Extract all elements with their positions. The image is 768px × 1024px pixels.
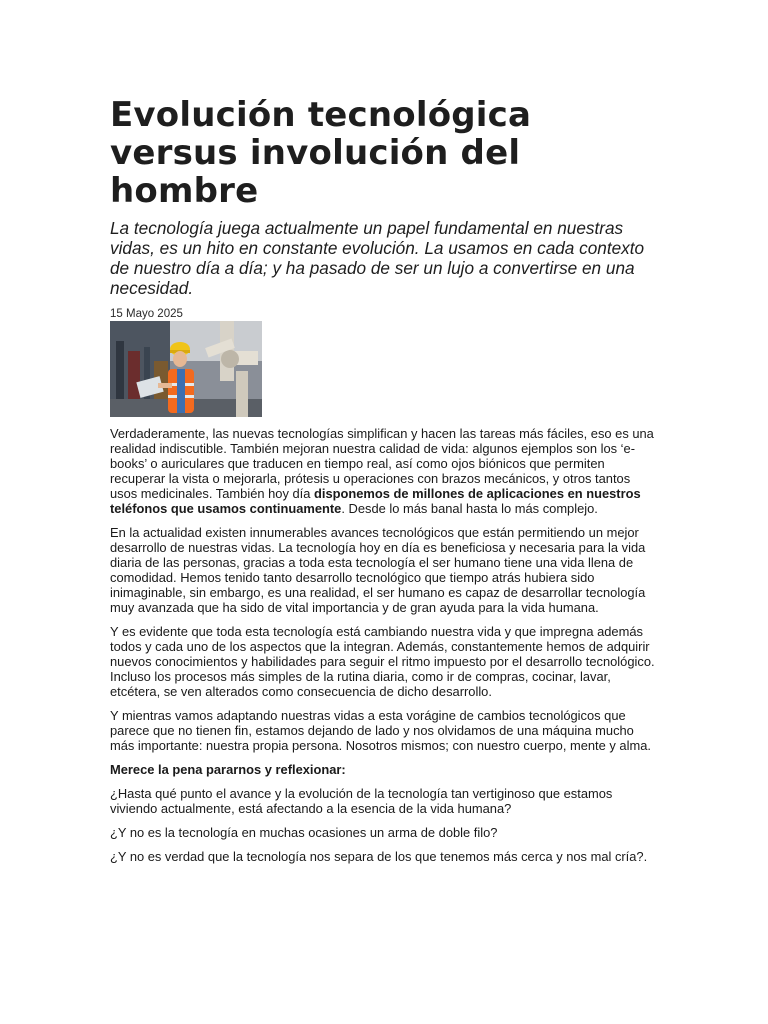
article — [110, 96, 660, 873]
article-photo — [110, 321, 262, 417]
section-heading: Merece la pena pararnos y reflexionar: — [110, 762, 346, 777]
paragraph: Y es evidente que toda esta tecnología está cambiando nuestra vida y que impregna además todos y cada uno de los aspectos que la integran. Además, constantemente hemos de adquirir nuevos conocimientos y habilidades para seguir el ritmo impuesto por el desarrollo tecnológico. Incluso los procesos más simples de la rutina diaria, como ir de compras, cocinar, lavar, etcétera, se ven alterados como consecuencia de dicho desarrollo. — [110, 624, 655, 699]
question: ¿Y no es verdad que la tecnología nos separa de los que tenemos más cerca y nos mal cría?. — [110, 849, 648, 864]
article-title: Evolución tecnológica versus involución del hombre — [110, 95, 532, 211]
question: ¿Y no es la tecnología en muchas ocasiones un arma de doble filo? — [110, 825, 498, 840]
article-subtitle: La tecnología juega actualmente un papel fundamental en nuestras vidas, es un hito en constante evolución. La usamos en cada contexto de nuestro día a día; y ha pasado de ser un lujo a convertirse en una necesidad. — [110, 218, 645, 298]
paragraph: Y mientras vamos adaptando nuestras vidas a esta vorágine de cambios tecnológicos que parece que no tienen fin, estamos dejando de lado y nos olvidamos de una máquina mucho más importante: nuestra propia persona. Nosotros mismos; con nuestro cuerpo, mente y alma. — [110, 708, 651, 753]
publish-date: 15 Mayo 2025 — [110, 308, 183, 320]
paragraph: Verdaderamente, las nuevas tecnologías simplifican y hacen las tareas más fáciles, eso es una realidad indiscutible. También mejoran nuestra calidad de vida: algunos ejemplos son los ‘e-books’ o auriculares que traducen en tiempo real, así como ojos biónicos que permiten recuperar la vista o mejorarla, prótesis u operaciones con brazos mecánicos, y otros tantos usos medicinales. También hoy día disponemos de millones de aplicaciones en nuestros teléfonos que usamos continuamente. Desde lo más banal hasta lo más complejo. — [110, 426, 654, 516]
bold-phrase: disponemos de millones de aplicaciones en nuestros teléfonos que usamos continuamente — [110, 486, 641, 516]
paragraph: En la actualidad existen innumerables avances tecnológicos que están permitiendo un mejor desarrollo de nuestras vidas. La tecnología hoy en día es beneficiosa y necesaria para la vida diaria de las personas, gracias a toda esta tecnología el ser humano tiene una vida llena de comodidad. Hemos tenido tanto desarrollo tecnológico que tiempo atrás hubiera sido inimaginable, sin embargo, es una realidad, el ser humano es capaz de desarrollar tecnología muy avanzada que ha sido de vital importancia y de gran ayuda para la vida humana. — [110, 525, 646, 615]
article-body — [110, 426, 660, 864]
question: ¿Hasta qué punto el avance y la evolución de la tecnología tan vertiginoso que estamos viviendo actualmente, está afectando a la esencia de la vida humana? — [110, 786, 613, 816]
